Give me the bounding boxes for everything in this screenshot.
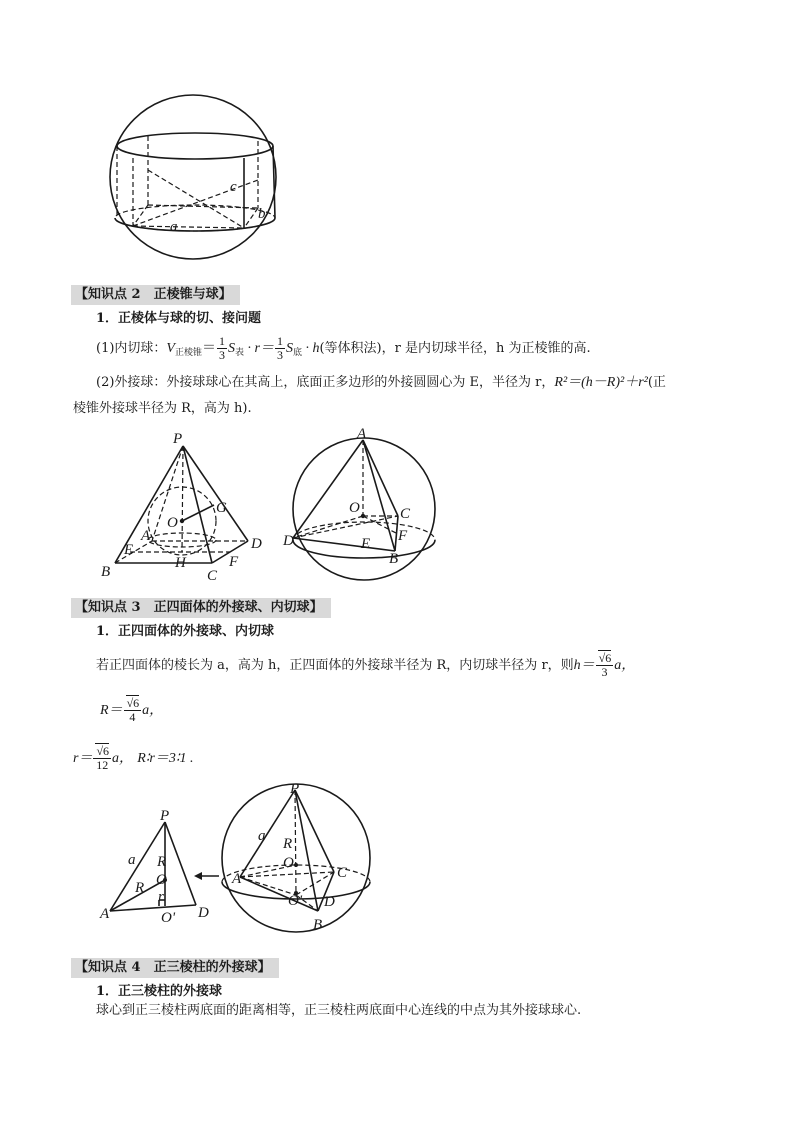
frac-num: 1	[276, 334, 283, 348]
label-A-right: A	[357, 426, 367, 442]
kp2-subtitle: 1．正棱体与球的切、接问题	[96, 311, 262, 326]
p2-formula: R²＝(h－R)²＋r²	[554, 375, 648, 390]
label-H: H	[175, 555, 186, 571]
p2-tail: (正	[647, 375, 666, 390]
label-C: C	[207, 568, 218, 584]
p1-S1-sub: 表	[235, 348, 245, 358]
label-D: D	[251, 536, 262, 552]
h-den: 3	[601, 665, 608, 679]
label-R2-left: R	[135, 880, 145, 896]
label-E: E	[124, 542, 134, 558]
label-O1-left: O'	[161, 910, 176, 926]
label-D-right-3: D	[324, 894, 335, 910]
p1-suffix: (等体积法)，r 是内切球半径，h 为正棱锥的高.	[319, 341, 591, 356]
label-B-right-3: B	[313, 917, 323, 933]
label-a-left: a	[128, 852, 136, 868]
right-sphere-3	[222, 784, 370, 932]
r-tail: a，	[112, 751, 134, 766]
label-B-right: B	[389, 551, 399, 567]
label-A-right-3: A	[232, 871, 242, 887]
left-triangle	[110, 822, 196, 911]
label-D-right: D	[283, 533, 294, 549]
label-O-right: O	[349, 500, 360, 516]
label-F-right: F	[398, 528, 408, 544]
label-R-right: R	[283, 836, 293, 852]
label-a: a	[170, 219, 178, 235]
kp4-subtitle: 1．正三棱柱的外接球	[96, 984, 223, 999]
label-R1-left: R	[157, 854, 167, 870]
p1-prefix: (1)内切球：	[96, 341, 167, 356]
label-E-right: E	[361, 536, 371, 552]
label-G: G	[216, 500, 227, 516]
kp4-line-1: 球心到正三棱柱两底面的距离相等，正三棱柱两底面中心连线的中点为其外接球球心.	[96, 1003, 582, 1018]
label-r-left: r	[158, 889, 164, 905]
kp4-header: 【知识点 4 正三棱柱的外接球】	[71, 958, 279, 978]
r-eq: r＝	[73, 751, 93, 766]
R-tail: a，	[142, 703, 164, 718]
p1-dot1: · r＝	[244, 341, 274, 356]
R-eq: R＝	[100, 703, 123, 718]
label-C-right-3: C	[337, 865, 348, 881]
label-O-left: O	[156, 872, 167, 888]
arrow	[194, 872, 219, 880]
label-A-left: A	[100, 906, 110, 922]
kp3-subtitle: 1．正四面体的外接球、内切球	[96, 624, 275, 639]
label-P: P	[173, 431, 183, 447]
label-P-left: P	[160, 808, 170, 824]
p1-S2-sub: 底	[292, 348, 302, 358]
kp2-paragraph-2b: 棱锥外接球半径为 R，高为 h).	[73, 401, 252, 416]
kp2-header: 【知识点 2 正棱锥与球】	[71, 285, 240, 305]
label-b: b	[258, 206, 266, 222]
label-D-left: D	[198, 905, 209, 921]
h-tail: a，	[614, 658, 636, 673]
R-num: √6	[124, 697, 142, 711]
h-num: √6	[596, 652, 614, 666]
r-num: √6	[93, 745, 111, 759]
label-A: A	[141, 528, 151, 544]
label-O-right-3: O	[283, 855, 294, 871]
frac-num: 1	[219, 334, 225, 348]
label-P-right: P	[290, 781, 300, 797]
R-den: 4	[129, 710, 136, 724]
label-F: F	[229, 554, 239, 570]
label-B: B	[101, 564, 111, 580]
label-c: c	[230, 179, 237, 195]
p2-line1: (2)外接球：外接球球心在其高上，底面正多边形的外接圆圆心为 E，半径为 r，	[96, 375, 555, 390]
p1-V: V	[166, 341, 175, 356]
ratio: R∶r＝3∶1 .	[137, 751, 194, 766]
p1-dot2: · h	[301, 341, 320, 356]
kp3-line1-text: 若正四面体的棱长为 a，高为 h，正四面体的外接球半径为 R，内切球半径为 r，则	[96, 658, 574, 673]
frac-den: 3	[276, 348, 283, 362]
r-den: 12	[96, 758, 109, 772]
kp3-header: 【知识点 3 正四面体的外接球、内切球】	[71, 598, 331, 618]
p1-V-sub: 正棱锥	[174, 348, 202, 358]
p1-eq: ＝	[202, 341, 216, 356]
frac-den: 3	[219, 348, 225, 362]
label-O1-right: O'	[288, 893, 303, 909]
label-a-right: a	[258, 828, 266, 844]
label-C-right: C	[400, 506, 411, 522]
label-O: O	[167, 515, 178, 531]
p1-S2: S	[285, 341, 293, 356]
p1-S1: S	[228, 341, 235, 356]
h-eq: h＝	[573, 658, 595, 673]
